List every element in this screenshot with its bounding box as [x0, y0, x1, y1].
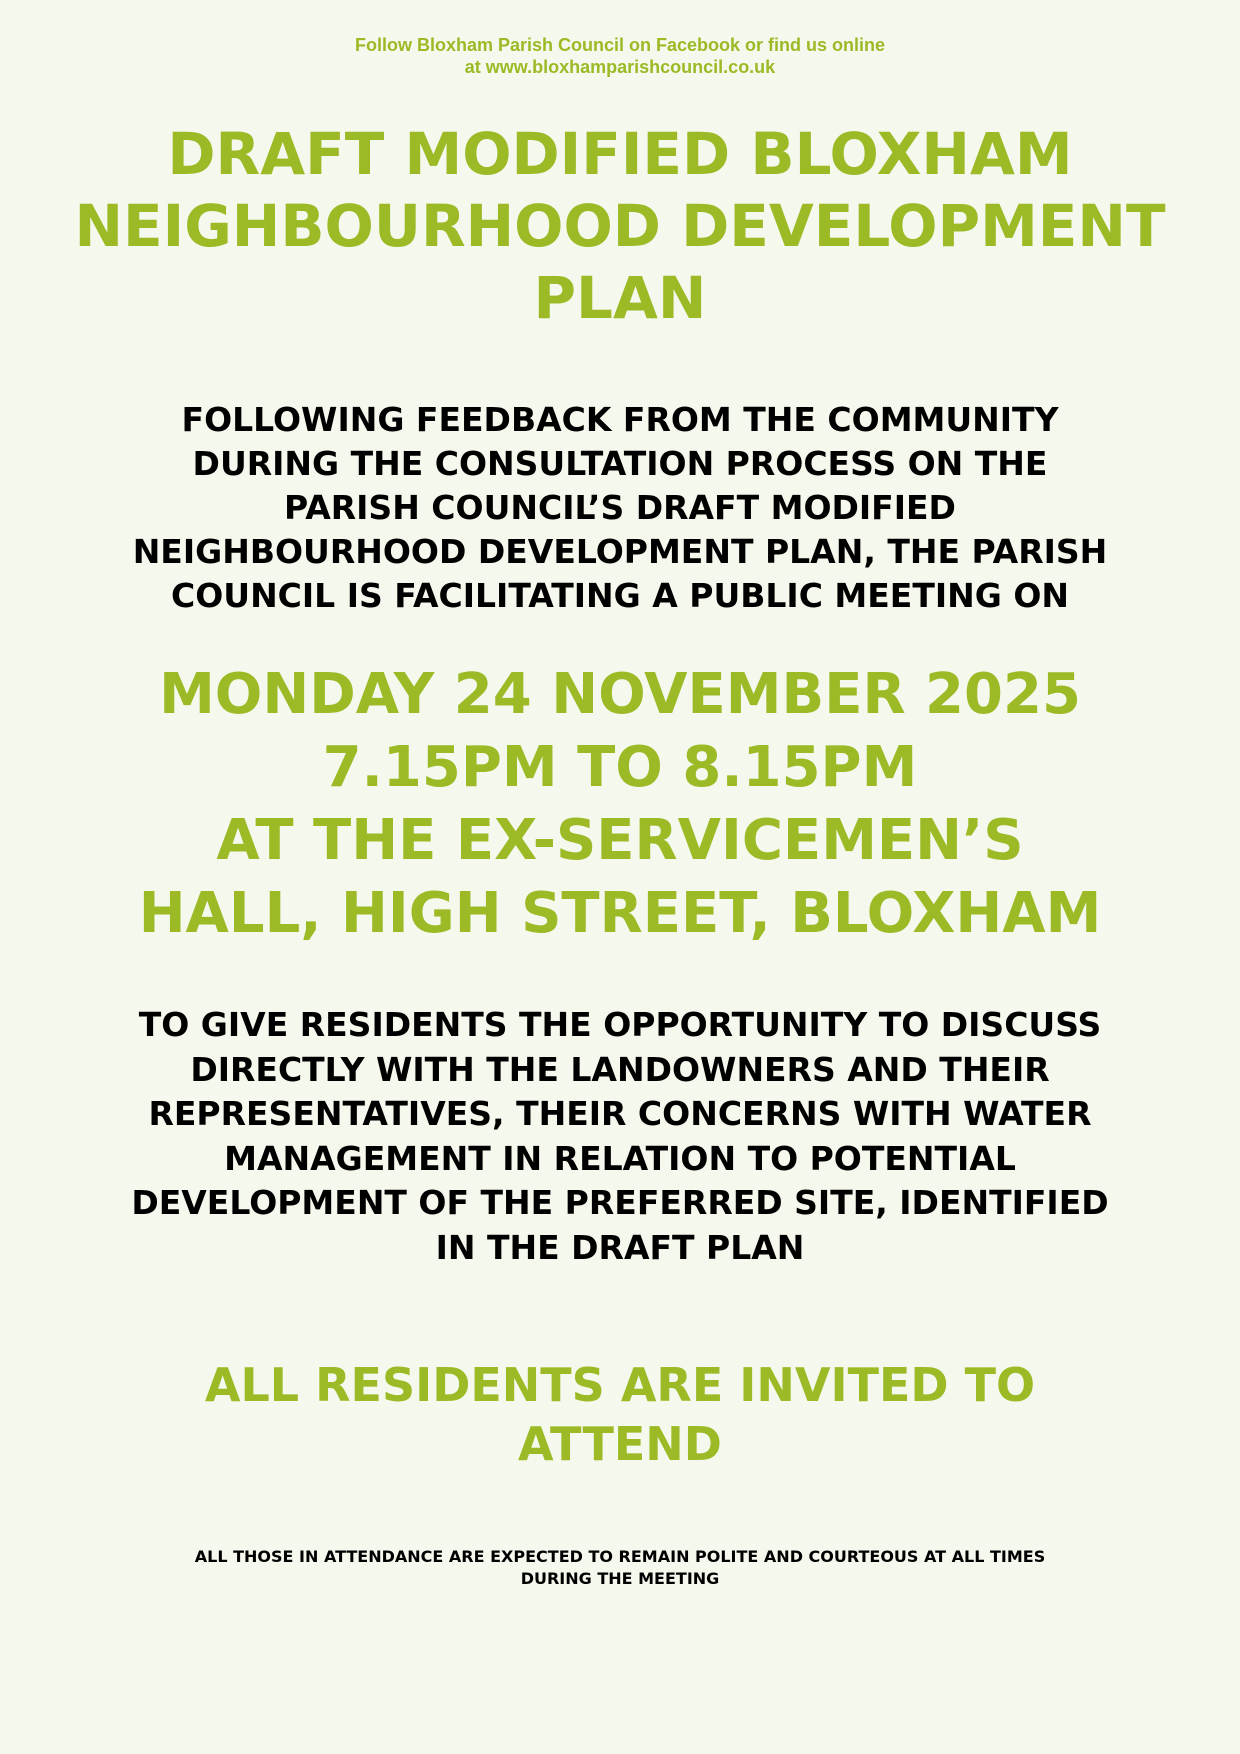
- event-details: [60, 658, 1180, 950]
- invite-line-1: ALL RESIDENTS ARE INVITED TO: [204, 1358, 1036, 1412]
- header-line-1: Follow Bloxham Parish Council on Facebook or find us online: [354, 35, 886, 55]
- purpose-line-5: DEVELOPMENT OF THE PREFERRED SITE, IDENTIFIED: [131, 1183, 1109, 1222]
- invitation: [60, 1356, 1180, 1474]
- title-line-3: PLAN: [533, 264, 707, 332]
- purpose-line-2: DIRECTLY WITH THE LANDOWNERS AND THEIR: [190, 1049, 1050, 1089]
- purpose-line-3: REPRESENTATIVES, THEIR CONCERNS WITH WATER: [148, 1094, 1092, 1133]
- header-line-2: at www.bloxhamparishcouncil.co.uk: [464, 57, 776, 77]
- purpose-paragraph: [60, 1003, 1180, 1270]
- intro-line-3: PARISH COUNCIL’S DRAFT MODIFIED: [284, 488, 956, 527]
- footer-line-2: DURING THE MEETING: [520, 1569, 720, 1588]
- title-line-1: DRAFT MODIFIED BLOXHAM: [167, 120, 1073, 188]
- purpose-line-1: TO GIVE RESIDENTS THE OPPORTUNITY TO DISCUSS: [138, 1005, 1102, 1044]
- intro-line-5: COUNCIL IS FACILITATING A PUBLIC MEETING ON: [171, 576, 1069, 615]
- social-header: [60, 34, 1180, 78]
- intro-line-4: NEIGHBOURHOOD DEVELOPMENT PLAN, THE PARISH: [132, 532, 1108, 571]
- poster-title: [60, 118, 1180, 334]
- intro-paragraph: [60, 398, 1180, 618]
- purpose-line-6: IN THE DRAFT PLAN: [435, 1227, 805, 1267]
- title-line-2: NEIGHBOURHOOD DEVELOPMENT: [74, 192, 1166, 260]
- event-date: MONDAY 24 NOVEMBER 2025: [159, 662, 1081, 727]
- event-time: 7.15PM TO 8.15PM: [322, 735, 918, 800]
- invite-line-2: ATTEND: [518, 1417, 722, 1471]
- footer-line-1: ALL THOSE IN ATTENDANCE ARE EXPECTED TO REMAIN POLITE AND COURTEOUS AT ALL TIMES: [194, 1547, 1046, 1566]
- event-venue-line-1: AT THE EX-SERVICEMEN’S: [216, 808, 1024, 873]
- event-venue-line-2: HALL, HIGH STREET, BLOXHAM: [138, 881, 1102, 946]
- conduct-notice: [60, 1546, 1180, 1590]
- purpose-line-4: MANAGEMENT IN RELATION TO POTENTIAL: [224, 1138, 1016, 1178]
- intro-line-1: FOLLOWING FEEDBACK FROM THE COMMUNITY: [181, 400, 1059, 439]
- intro-line-2: DURING THE CONSULTATION PROCESS ON THE: [192, 444, 1048, 483]
